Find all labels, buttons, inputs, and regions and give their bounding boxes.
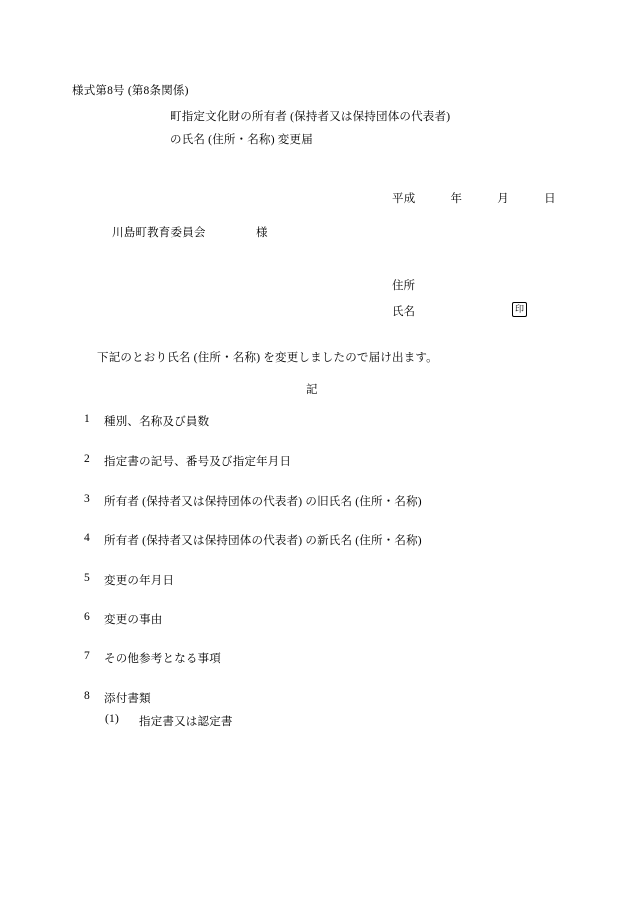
- item-number: 2: [84, 453, 90, 465]
- name-label: 氏名: [392, 306, 415, 318]
- item-text: 変更の事由: [104, 614, 163, 626]
- item-text: 所有者 (保持者又は保持団体の代表者) の新氏名 (住所・名称): [104, 535, 422, 547]
- item-number: 7: [84, 650, 90, 662]
- item-number: 3: [84, 493, 90, 505]
- document-title-line-1: 町指定文化財の所有者 (保持者又は保持団体の代表者): [170, 111, 451, 123]
- date-field: 平成 年 月 日: [392, 193, 556, 205]
- item-number: 5: [84, 572, 90, 584]
- item-number: 1: [84, 413, 90, 425]
- addressee: 川島町教育委員会: [112, 227, 206, 239]
- seal-icon: [512, 302, 527, 317]
- item-text: 種別、名称及び員数: [104, 416, 210, 428]
- seal-mark-text: 印: [512, 302, 527, 317]
- document-title-line-2: の氏名 (住所・名称) 変更届: [170, 134, 313, 146]
- intro-text: 下記のとおり氏名 (住所・名称) を変更しましたので届け出ます。: [97, 352, 438, 364]
- item-number: 6: [84, 611, 90, 623]
- item-text: 変更の年月日: [104, 575, 175, 587]
- item-text: 指定書の記号、番号及び指定年月日: [104, 456, 292, 468]
- item-number: 4: [84, 532, 90, 544]
- sub-item-number: (1): [105, 713, 120, 725]
- form-number: 様式第8号 (第8条関係): [72, 85, 189, 97]
- item-text: 添付書類: [104, 693, 151, 705]
- addressee-honorific: 様: [256, 227, 268, 239]
- sub-item-text: 指定書又は認定書: [139, 716, 233, 728]
- record-heading: 記: [306, 384, 318, 396]
- address-label: 住所: [392, 280, 415, 292]
- item-text: 所有者 (保持者又は保持団体の代表者) の旧氏名 (住所・名称): [104, 496, 422, 508]
- item-text: その他参考となる事項: [104, 653, 221, 665]
- item-number: 8: [84, 690, 90, 702]
